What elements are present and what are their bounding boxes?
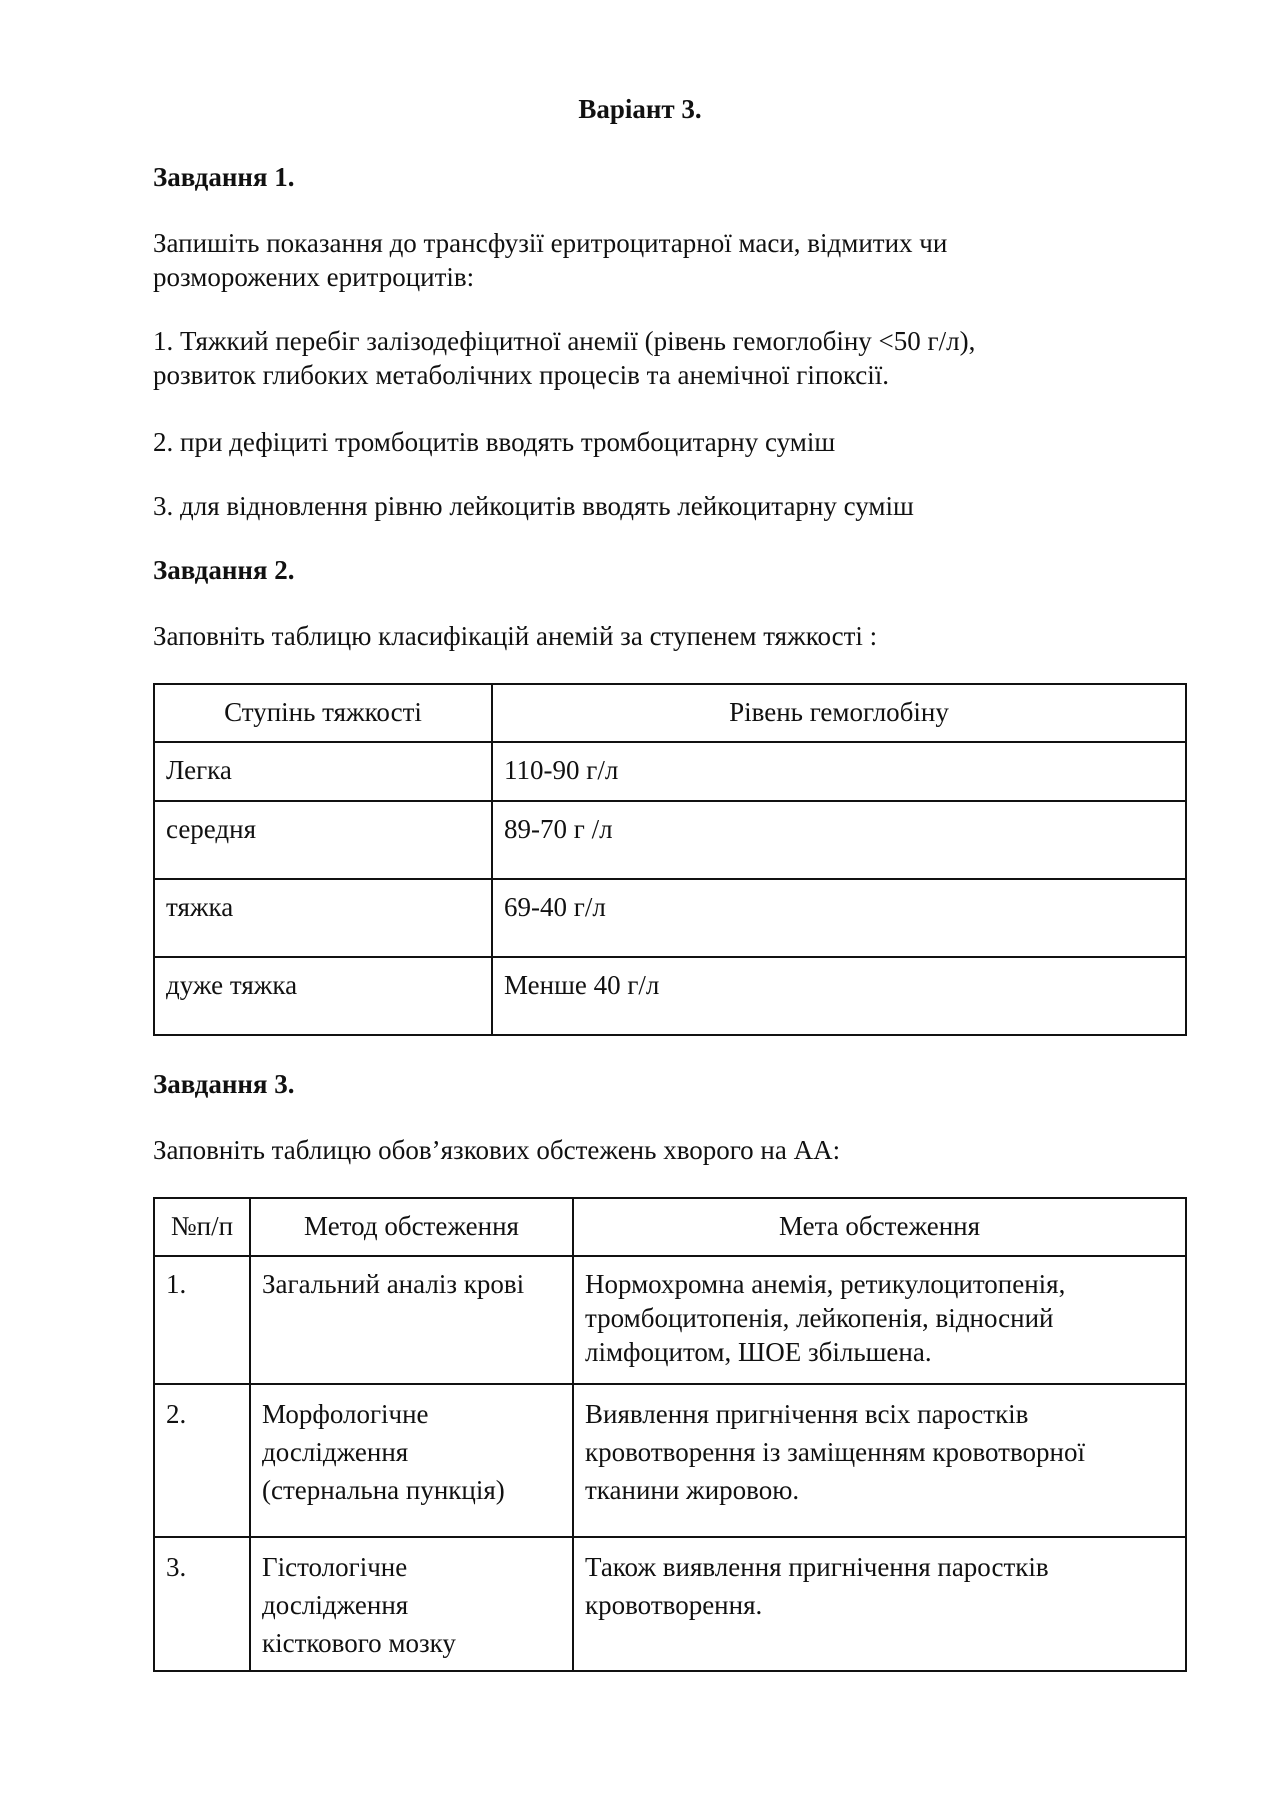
table-row: [154, 879, 1186, 957]
exams-header-number: №п/п: [154, 1198, 250, 1256]
table-row: [154, 957, 1186, 1035]
exam-goal-line: Нормохромна анемія, ретикулоцитопенія,: [585, 1269, 1066, 1299]
exam-method-cell: [250, 1256, 573, 1384]
exam-goal-line: тромбоцитопенія, лейкопенія, відносний: [585, 1303, 1054, 1333]
exam-goal-line: кровотворення із заміщенням кровотворної: [585, 1437, 1085, 1467]
page-title: Варіант 3.: [578, 94, 702, 124]
exam-goal-cell: [573, 1256, 1186, 1384]
severity-table: [153, 683, 1187, 1036]
severity-cell: дуже тяжка: [154, 957, 492, 1035]
exam-method-line: Морфологічне: [262, 1399, 429, 1429]
task1-intro: [153, 226, 1183, 294]
severity-table-header-row: [154, 684, 1186, 742]
exam-number-cell: 3.: [154, 1537, 250, 1671]
task1-item1-line2: розвиток глибоких метаболічних процесів та анемічної гіпоксії.: [153, 360, 890, 390]
task1-heading: Завдання 1.: [153, 162, 295, 192]
task1-intro-line1: Запишіть показання до трансфузії еритроцитарної маси, відмитих чи: [153, 228, 948, 258]
exam-method-cell: [250, 1537, 573, 1671]
task1-item1: [153, 324, 1183, 392]
exams-table: [153, 1197, 1187, 1672]
exam-goal-cell: [573, 1537, 1186, 1671]
exam-method-line: дослідження: [262, 1437, 409, 1467]
exam-goal-line: кровотворення.: [585, 1590, 763, 1620]
exam-method-cell: [250, 1384, 573, 1537]
exam-method-line: Загальний аналіз крові: [262, 1269, 525, 1299]
exam-number-cell: 1.: [154, 1256, 250, 1384]
exam-goal-line: Виявлення пригнічення всіх паростків: [585, 1399, 1029, 1429]
table-row: [154, 1256, 1186, 1384]
hemoglobin-cell: 89-70 г /л: [492, 801, 1186, 879]
severity-header-degree: Ступінь тяжкості: [154, 684, 492, 742]
exam-goal-cell: [573, 1384, 1186, 1537]
exam-goal-line: лімфоцитом, ШОЕ збільшена.: [585, 1337, 932, 1367]
exam-method-line: кісткового мозку: [262, 1628, 456, 1658]
task1-item2: 2. при дефіциті тромбоцитів вводять тромбоцитарну суміш: [153, 427, 836, 457]
task1-item1-line1: 1. Тяжкий перебіг залізодефіцитної анемії (рівень гемоглобіну <50 г/л),: [153, 326, 976, 356]
severity-cell: середня: [154, 801, 492, 879]
table-row: [154, 742, 1186, 801]
task2-heading: Завдання 2.: [153, 555, 295, 585]
severity-cell: Легка: [154, 742, 492, 801]
task3-heading: Завдання 3.: [153, 1069, 295, 1099]
task1-intro-line2: розморожених еритроцитів:: [153, 262, 475, 292]
task2-intro: Заповніть таблицю класифікацій анемій за ступенем тяжкості :: [153, 621, 878, 651]
severity-cell: тяжка: [154, 879, 492, 957]
table-row: [154, 801, 1186, 879]
hemoglobin-cell: 69-40 г/л: [492, 879, 1186, 957]
table-row: [154, 1384, 1186, 1537]
exam-method-line: дослідження: [262, 1590, 409, 1620]
hemoglobin-cell: 110-90 г/л: [492, 742, 1186, 801]
exams-header-goal: Мета обстеження: [573, 1198, 1186, 1256]
exam-method-line: Гістологічне: [262, 1552, 408, 1582]
task1-item3: 3. для відновлення рівню лейкоцитів вводять лейкоцитарну суміш: [153, 491, 914, 521]
task3-intro: Заповніть таблицю обов’язкових обстежень хворого на АА:: [153, 1135, 841, 1165]
exams-table-header-row: [154, 1198, 1186, 1256]
exam-goal-line: Також виявлення пригнічення паростків: [585, 1552, 1049, 1582]
severity-header-hemoglobin: Рівень гемоглобіну: [492, 684, 1186, 742]
exam-method-line: (стернальна пункція): [262, 1475, 505, 1505]
exam-number-cell: 2.: [154, 1384, 250, 1537]
table-row: [154, 1537, 1186, 1671]
exams-header-method: Метод обстеження: [250, 1198, 573, 1256]
hemoglobin-cell: Менше 40 г/л: [492, 957, 1186, 1035]
exam-goal-line: тканини жировою.: [585, 1475, 800, 1505]
